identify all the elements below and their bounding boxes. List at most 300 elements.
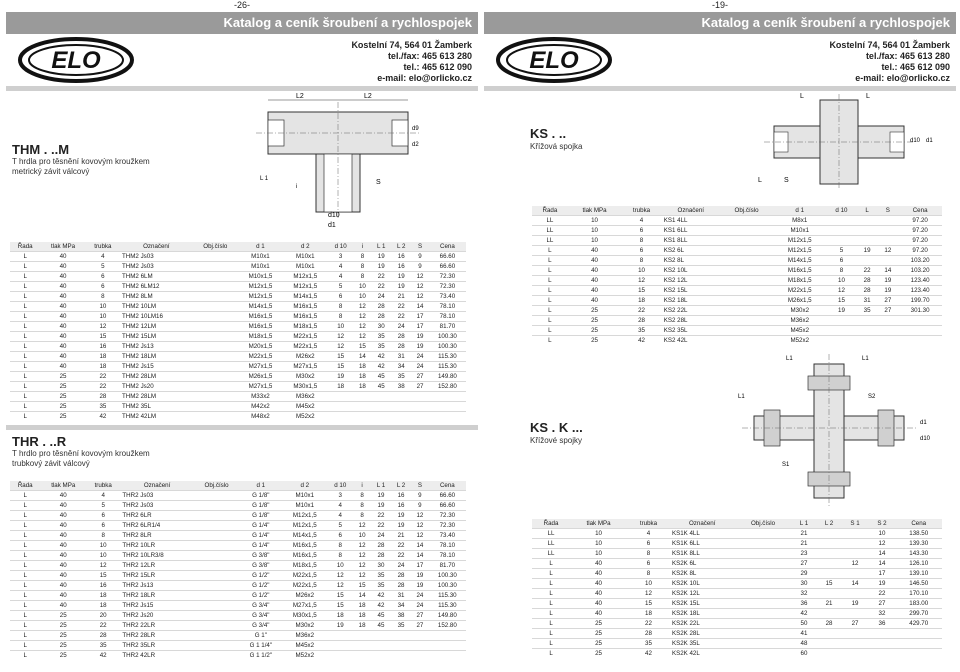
ksk-subtitle: Křížové spojky	[530, 436, 583, 445]
table-cell: 10	[86, 312, 120, 322]
table-cell: 42	[627, 649, 670, 659]
table-cell: 40	[40, 342, 85, 352]
table-cell	[194, 621, 240, 631]
table-cell: 31	[857, 296, 878, 306]
dim-label-i: i	[296, 184, 298, 190]
table-row	[532, 609, 942, 619]
table-cell: LL	[532, 226, 568, 236]
table-cell: L	[532, 569, 570, 579]
table-cell	[720, 246, 774, 256]
table-cell	[735, 649, 792, 659]
table-cell	[857, 256, 878, 266]
table-cell: 32	[869, 609, 896, 619]
table-cell: 9	[411, 262, 429, 272]
page-number: -19-	[711, 0, 728, 10]
table-cell: 40	[570, 579, 627, 589]
table-cell	[857, 326, 878, 336]
col-oznaceni: Označení	[670, 519, 735, 529]
table-cell: 60	[791, 649, 816, 659]
table-row	[532, 336, 942, 346]
table-cell	[895, 629, 942, 639]
table-cell: THR2 Js20	[120, 611, 193, 621]
table-cell: 40	[40, 601, 86, 611]
table-cell: 40	[40, 252, 85, 262]
table-cell	[735, 529, 792, 539]
table-cell: 30	[791, 579, 816, 589]
table-cell: 4	[621, 216, 661, 226]
table-cell: M16x1,5	[283, 312, 328, 322]
table-row	[10, 571, 466, 581]
ks-title: KS . ..	[530, 126, 567, 141]
table-cell: KS1K 4LL	[670, 529, 735, 539]
table-cell: 10	[86, 541, 120, 551]
col-obj: Obj.číslo	[720, 206, 774, 216]
table-cell: 12	[328, 342, 354, 352]
table-cell	[817, 569, 842, 579]
table-cell: 19	[857, 246, 878, 256]
table-cell: L	[10, 511, 40, 521]
table-cell: LL	[532, 236, 568, 246]
table-cell: 35	[371, 571, 391, 581]
dim-label-l-right: L	[866, 93, 870, 100]
table-cell: L	[532, 326, 568, 336]
table-cell: M22x1,5	[238, 352, 283, 362]
table-cell: M10x1	[283, 262, 328, 272]
table-row	[532, 316, 942, 326]
table-row	[532, 246, 942, 256]
table-cell: L	[10, 541, 40, 551]
table-row	[10, 651, 466, 661]
table-cell: 15	[353, 581, 371, 591]
table-row	[532, 619, 942, 629]
table-cell: L	[532, 246, 568, 256]
table-cell	[193, 332, 238, 342]
table-cell: 15	[354, 342, 372, 352]
table-cell: 8	[621, 236, 661, 246]
table-cell: 42	[791, 609, 816, 619]
table-cell	[735, 609, 792, 619]
table-cell: M12x1,5	[773, 246, 826, 256]
table-cell: 78.10	[429, 302, 466, 312]
dim-label-s: S	[784, 177, 789, 184]
table-cell: THR2 10LR3/8	[120, 551, 193, 561]
table-cell: 9	[411, 252, 429, 262]
table-cell	[720, 236, 774, 246]
table-cell: L	[532, 639, 570, 649]
table-cell: 40	[40, 591, 86, 601]
table-cell: 10	[568, 236, 622, 246]
table-cell: 27	[411, 372, 429, 382]
table-cell	[194, 551, 240, 561]
table-row	[10, 272, 466, 282]
table-cell	[193, 402, 238, 412]
table-cell: KS2 8L	[662, 256, 720, 266]
table-cell: 8	[826, 266, 857, 276]
table-cell: 38	[391, 382, 411, 392]
table-cell: 10	[869, 529, 896, 539]
table-cell: 18	[353, 621, 371, 631]
table-cell: KS2 35L	[662, 326, 720, 336]
table-cell: THR2 Js13	[120, 581, 193, 591]
table-cell: 66.60	[429, 262, 466, 272]
table-cell: KS2K 10L	[670, 579, 735, 589]
ks-cross-drawing	[744, 90, 944, 200]
address-tel: tel.: 465 612 090	[403, 62, 472, 72]
col-d2: d 2	[283, 242, 328, 252]
table-cell: 40	[40, 561, 86, 571]
table-cell: M16x1,5	[773, 266, 826, 276]
table-cell: 25	[40, 611, 86, 621]
thr-table	[10, 481, 466, 660]
table-cell: 19	[391, 282, 411, 292]
table-cell: 139.10	[895, 569, 942, 579]
dim-label-l1-right: L1	[862, 356, 869, 362]
table-cell	[429, 641, 466, 651]
table-cell: L	[10, 332, 40, 342]
table-cell: 22	[391, 312, 411, 322]
thr-title: THR . ..R	[12, 434, 67, 449]
table-cell: 25	[40, 402, 85, 412]
table-cell: M16x1,5	[283, 302, 328, 312]
col-d1: d 1	[238, 242, 283, 252]
col-d10: d 10	[327, 481, 353, 491]
table-cell	[411, 412, 429, 422]
table-cell: 30	[371, 322, 391, 332]
table-cell: 10	[570, 539, 627, 549]
table-cell: 10	[354, 282, 372, 292]
table-cell: 14	[842, 579, 869, 589]
table-cell: 4	[328, 262, 354, 272]
table-cell: L	[532, 316, 568, 326]
address-street: Kostelní 74, 564 01 Žamberk	[829, 40, 950, 50]
table-cell: 16	[86, 581, 120, 591]
table-cell: L	[10, 491, 40, 501]
dim-label-l1-left: L1	[786, 356, 793, 362]
table-cell: L	[10, 412, 40, 422]
table-cell: M27x1,5	[283, 362, 328, 372]
col-cena: Cena	[898, 206, 942, 216]
table-cell: 6	[86, 282, 120, 292]
table-cell	[194, 491, 240, 501]
table-cell	[735, 599, 792, 609]
table-cell: 8	[621, 256, 661, 266]
table-row	[10, 611, 466, 621]
dim-label-d9: d9	[412, 126, 419, 132]
table-cell	[193, 302, 238, 312]
table-cell	[193, 312, 238, 322]
table-cell: 19	[391, 272, 411, 282]
ks-table-head	[532, 206, 942, 216]
table-cell: THM2 10LM	[120, 302, 193, 312]
dim-label-l2-left: L2	[296, 93, 304, 100]
table-cell: 149.80	[429, 611, 466, 621]
col-tlak: tlak MPa	[568, 206, 622, 216]
table-cell: 40	[40, 511, 86, 521]
company-address	[829, 40, 950, 84]
table-cell	[877, 216, 898, 226]
table-cell	[371, 631, 391, 641]
table-cell	[877, 256, 898, 266]
table-cell: THM2 Js03	[120, 252, 193, 262]
thr-table-head	[10, 481, 466, 491]
table-cell: 15	[327, 591, 353, 601]
table-cell: THM2 10LM16	[120, 312, 193, 322]
table-cell: 28	[391, 581, 411, 591]
table-cell: THM2 28LM	[120, 392, 193, 402]
table-cell: 149.80	[429, 372, 466, 382]
table-cell: L	[10, 362, 40, 372]
table-cell: 12	[353, 561, 371, 571]
table-cell: 72.30	[429, 511, 466, 521]
table-cell: M22x1,5	[283, 332, 328, 342]
table-cell: 40	[568, 246, 622, 256]
table-cell: 42	[371, 591, 391, 601]
table-cell: 15	[627, 599, 670, 609]
table-cell: 8	[353, 511, 371, 521]
table-cell	[735, 589, 792, 599]
table-cell: 146.50	[895, 579, 942, 589]
table-cell: 10	[353, 531, 371, 541]
table-cell	[735, 639, 792, 649]
table-cell: 15	[327, 601, 353, 611]
table-cell: 28	[86, 631, 120, 641]
table-cell: 9	[411, 501, 429, 511]
table-cell: G 3/8"	[239, 561, 282, 571]
table-cell	[720, 296, 774, 306]
table-cell: M12x1,5	[282, 521, 327, 531]
table-cell	[877, 326, 898, 336]
table-cell: 32	[791, 589, 816, 599]
table-cell: KS2K 12L	[670, 589, 735, 599]
address-email: e-mail: elo@orlicko.cz	[377, 73, 472, 83]
table-cell: KS2 15L	[662, 286, 720, 296]
table-cell: L	[532, 266, 568, 276]
table-cell	[193, 412, 238, 422]
table-cell: THM2 15LM	[120, 332, 193, 342]
table-cell: 12	[353, 551, 371, 561]
table-cell	[193, 362, 238, 372]
table-cell: 21	[791, 529, 816, 539]
table-cell: 12	[627, 589, 670, 599]
table-cell	[720, 266, 774, 276]
table-cell: L	[532, 336, 568, 346]
table-cell: M27x1,5	[238, 382, 283, 392]
col-oznaceni: Označení	[662, 206, 720, 216]
table-cell: G 1/2"	[239, 581, 282, 591]
table-cell: 8	[328, 312, 354, 322]
table-row	[532, 326, 942, 336]
table-cell: 40	[570, 609, 627, 619]
table-cell: M26x1,5	[238, 372, 283, 382]
table-cell: M12x1,5	[283, 282, 328, 292]
dim-label-d10: d10	[328, 212, 340, 219]
table-cell: M10x1	[773, 226, 826, 236]
thr-subtitle	[12, 449, 150, 469]
table-cell: 10	[568, 216, 622, 226]
table-cell: 25	[40, 631, 86, 641]
table-cell: 6	[621, 226, 661, 236]
table-cell: 4	[327, 501, 353, 511]
table-cell	[327, 631, 353, 641]
table-row	[10, 342, 466, 352]
col-obj: Obj.číslo	[193, 242, 238, 252]
table-cell: 41	[791, 629, 816, 639]
dim-label-l-left: L	[800, 93, 804, 100]
table-cell	[817, 549, 842, 559]
table-row	[532, 276, 942, 286]
col-cena: Cena	[895, 519, 942, 529]
table-cell: 12	[354, 322, 372, 332]
table-cell	[857, 316, 878, 326]
dim-label-s: S	[376, 179, 381, 186]
table-cell: 152.80	[429, 382, 466, 392]
table-cell: 12	[327, 581, 353, 591]
table-cell: 18	[354, 382, 372, 392]
table-cell: 5	[826, 246, 857, 256]
thm-table	[10, 242, 466, 421]
table-cell: KS2 18L	[662, 296, 720, 306]
table-cell	[194, 531, 240, 541]
table-row	[532, 579, 942, 589]
address-street: Kostelní 74, 564 01 Žamberk	[351, 40, 472, 50]
table-cell: 27	[411, 621, 429, 631]
table-row	[10, 362, 466, 372]
table-row	[10, 561, 466, 571]
table-cell	[411, 641, 429, 651]
elo-logo	[16, 36, 136, 84]
table-cell: THM2 Js20	[120, 382, 193, 392]
table-cell: 12	[826, 286, 857, 296]
table-row	[10, 392, 466, 402]
table-cell: THR2 Js03	[120, 491, 193, 501]
table-cell: 28	[817, 619, 842, 629]
table-cell: 28	[371, 541, 391, 551]
table-cell: 25	[568, 306, 622, 316]
table-cell	[817, 649, 842, 659]
table-cell: 100.30	[429, 332, 466, 342]
table-cell: M10x1	[282, 501, 327, 511]
table-cell: THR2 42LR	[120, 651, 193, 661]
table-cell: THR2 Js03	[120, 501, 193, 511]
table-cell	[735, 579, 792, 589]
table-cell: 40	[570, 559, 627, 569]
table-cell: 40	[568, 276, 622, 286]
table-cell: G 1/8"	[239, 491, 282, 501]
table-cell: 28	[391, 342, 411, 352]
table-cell: 35	[371, 342, 391, 352]
table-cell: L	[10, 382, 40, 392]
table-cell: 14	[411, 551, 429, 561]
table-row	[532, 649, 942, 659]
table-cell: 22	[86, 621, 120, 631]
table-cell: 40	[570, 589, 627, 599]
table-cell: 301.30	[898, 306, 942, 316]
table-cell: 4	[627, 529, 670, 539]
table-cell	[194, 631, 240, 641]
table-cell: 126.10	[895, 559, 942, 569]
table-cell: L	[532, 609, 570, 619]
table-cell: 10	[570, 549, 627, 559]
thr-subtitle-line1: T hrdlo pro těsnění kovovým kroužkem	[12, 449, 150, 458]
table-cell: 12	[353, 521, 371, 531]
table-cell: 18	[354, 362, 372, 372]
table-cell	[194, 501, 240, 511]
table-row	[532, 236, 942, 246]
table-cell: 21	[791, 539, 816, 549]
table-cell: KS2K 28L	[670, 629, 735, 639]
table-cell: M12x1,5	[282, 511, 327, 521]
table-cell: 35	[371, 581, 391, 591]
table-cell	[720, 316, 774, 326]
table-cell: 8	[327, 551, 353, 561]
table-cell: 17	[411, 312, 429, 322]
table-cell	[354, 392, 372, 402]
table-cell: 28	[857, 276, 878, 286]
address-tel: tel.: 465 612 090	[881, 62, 950, 72]
table-row	[10, 372, 466, 382]
table-cell: 123.40	[898, 276, 942, 286]
table-cell: KS1K 6LL	[670, 539, 735, 549]
table-cell: 17	[869, 569, 896, 579]
dim-label-l1-vert: L1	[738, 394, 745, 400]
table-cell: 5	[86, 501, 120, 511]
table-cell: 12	[354, 332, 372, 342]
table-cell: 18	[86, 591, 120, 601]
table-cell: 27	[791, 559, 816, 569]
table-cell	[371, 402, 391, 412]
table-cell: 31	[391, 352, 411, 362]
table-cell: L	[10, 561, 40, 571]
table-row	[532, 629, 942, 639]
table-cell: 15	[817, 579, 842, 589]
table-cell: 15	[826, 296, 857, 306]
table-row	[532, 296, 942, 306]
table-cell: M10x1,5	[238, 272, 283, 282]
table-cell: 35	[86, 402, 120, 412]
table-cell: 22	[371, 282, 391, 292]
table-cell: 40	[568, 296, 622, 306]
table-cell: 25	[40, 641, 86, 651]
col-rada: Řada	[10, 242, 40, 252]
table-cell: 40	[40, 491, 86, 501]
table-cell	[735, 549, 792, 559]
table-cell: L	[10, 312, 40, 322]
table-cell: 19	[411, 332, 429, 342]
table-cell: 103.20	[898, 256, 942, 266]
table-cell: 28	[627, 629, 670, 639]
table-row	[532, 266, 942, 276]
address-email: e-mail: elo@orlicko.cz	[855, 73, 950, 83]
col-l: L	[857, 206, 878, 216]
col-d2: d 2	[282, 481, 327, 491]
table-row	[10, 591, 466, 601]
table-cell: L	[10, 601, 40, 611]
table-cell	[391, 412, 411, 422]
table-cell: 6	[328, 292, 354, 302]
table-cell: 5	[86, 262, 120, 272]
table-cell: 28	[391, 571, 411, 581]
table-cell: 8	[86, 292, 120, 302]
ksk-table	[532, 519, 942, 658]
table-cell	[817, 529, 842, 539]
table-cell: L	[532, 256, 568, 266]
table-cell: L	[532, 286, 568, 296]
table-cell: M18x1,5	[283, 322, 328, 332]
table-cell: 25	[570, 619, 627, 629]
table-cell: 170.10	[895, 589, 942, 599]
table-cell	[720, 276, 774, 286]
logo-text: ELO	[51, 47, 101, 74]
